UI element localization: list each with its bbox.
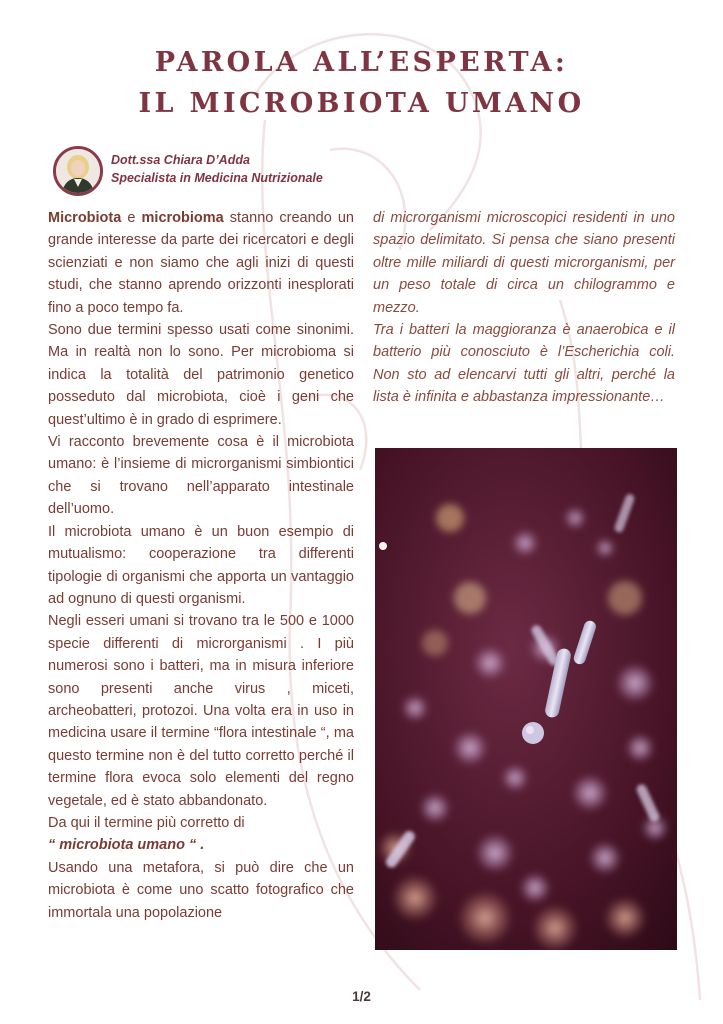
page-number: 1/2 [352,989,371,1004]
paragraph-correct-term: Da qui il termine più corretto di [48,814,245,831]
author-name: Dott.ssa Chiara D’Adda [111,153,250,167]
author-block [53,146,373,196]
page-title-line-2: IL MICROBIOTA UMANO [138,88,585,119]
text-and: e [121,210,142,226]
bacteria-microscope-photo-icon [375,448,677,950]
term-microbioma: microbioma [141,210,224,226]
paragraph-synonyms: Sono due termini spesso usati come sinonimi. Ma in realtà non lo sono. Per microbioma si indica la totalità del patrimonio genetico posseduto dal microbiota, cioè i geni che quest’ultimo è in grado di esprimere. [48,322,354,428]
term-microbiota: Microbiota [48,210,122,226]
paragraph-definition: Vi racconto brevemente cosa è il microbiota umano: è l’insieme di microrganismi simbiontici che si trovano nell’apparato intestinale dell’uomo. [48,434,354,518]
paragraph-bacteria: Tra i batteri la maggioranza è anaerobica e il batterio più conosciuto è l’Escherichia coli. Non sto ad elencarvi tutti gli altri, perché la lista è infinita e abbastanza impressionante… [373,322,675,406]
paragraph-mutualism: Il microbiota umano è un buon esempio di mutualismo: cooperazione tra differenti tipologie di organismi che apporta un vantaggio ad ognuno di questi organismi. [48,523,354,607]
right-column [373,207,675,409]
paragraph-species: Negli esseri umani si trovano tra le 500 e 1000 specie differenti di microrganismi . I più numerosi sono i batteri, ma in misura inferiore sono presenti anche virus , miceti, archeobatteri, protozoi. Una volta era in uso in medicina usare il termine “flora intestinale “, ma questo termine non è del tutto corretto perché il termine flora evoca solo elementi del regno vegetale, ed è stato abbandonato. [48,613,354,809]
highlight-microbiota-umano: “ microbiota umano “ . [48,837,205,854]
page-title-line-1: PAROLA ALL’ESPERTA: [154,47,569,78]
paragraph-population: di microrganismi microscopici residenti in uno spazio delimitato. Si pensa che siano presenti oltre mille miliardi di questi microrganismi, per un peso totale di circa un chilogrammo e mezzo. [373,210,675,316]
author-portrait-icon [53,146,103,196]
left-column [48,207,354,924]
author-role: Specialista in Medicina Nutrizionale [111,171,323,185]
intro-text: stanno creando un grande interesse da parte dei ricercatori e degli scienziati e non siamo che agli inizi di questi studi, che stanno aprendo orizzonti inesplorati fino a poco tempo fa. [48,210,354,316]
paragraph-metaphor: Usando una metafora, si può dire che un microbiota è come uno scatto fotografico che immortala una popolazione [48,859,354,921]
paragraph-intro [48,207,354,319]
